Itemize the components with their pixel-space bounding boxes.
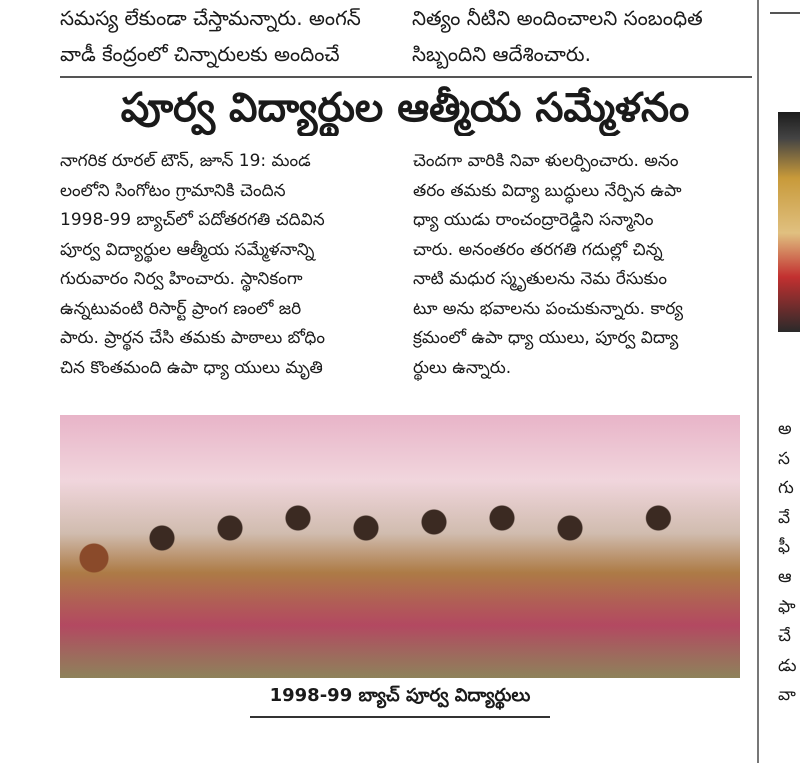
caption-underline [250, 716, 550, 718]
text-line: ఉన్నటువంటి రిసార్ట్ ప్రాంగ ణంలో జరి [60, 298, 302, 319]
article-headline: పూర్వ విద్యార్థుల ఆత్మీయ సమ్మేళనం [120, 85, 690, 131]
text-line: లంలోని సింగోటం గ్రామానికి చెందిన [60, 180, 286, 201]
text-line: డు [778, 655, 797, 676]
text-line: పూర్వ విద్యార్థుల ఆత్మీయ సమ్మేళనాన్ని [60, 239, 315, 260]
text-line: నిత్యం నీటిని అందించాలని సంబంధిత [412, 6, 703, 30]
text-line: టూ అను భవాలను పంచుకున్నారు. కార్య [413, 298, 684, 319]
text-line: ధ్యా యుడు రాంచంద్రారెడ్డిని సన్మానిం [413, 210, 654, 230]
previous-article-left-fragment [60, 0, 395, 72]
text-line: వాడీ కేంద్రంలో చిన్నారులకు అందించే [60, 42, 340, 66]
text-line: వే [778, 507, 791, 528]
text-line: గురువారం నిర్వ హించారు. స్థానికంగా [60, 269, 303, 289]
text-line: ఆ [778, 566, 792, 587]
photo-caption: 1998-99 బ్యాచ్ పూర్వ విద్యార్థులు [269, 685, 531, 706]
text-line: క్రమంలో ఉపా ధ్యా యులు, పూర్వ విద్యా [413, 328, 679, 348]
text-line: ర్థులు ఉన్నారు. [413, 357, 512, 378]
text-line: చెందగా వారికి నివా ళులర్పించారు. అనం [413, 151, 679, 171]
previous-article-right-fragment [412, 0, 742, 72]
section-divider [60, 76, 752, 78]
text-line: చే [778, 626, 791, 647]
text-line: చిన కొంతమంది ఉపా ధ్యా యులు మృతి [60, 357, 323, 378]
text-line: చారు. అనంతరం తరగతి గదుల్లో చిన్న [413, 239, 663, 260]
column-divider [757, 0, 759, 763]
photo-people-placeholder [60, 478, 740, 678]
text-line: ఫా [778, 596, 796, 617]
text-line: సిబ్బందిని ఆదేశించారు. [412, 42, 591, 66]
text-line: నాటి మధుర స్మృతులను నెమ రేసుకుం [413, 269, 668, 289]
text-line: పారు. ప్రార్థన చేసి తమకు పాఠాలు బోధిం [60, 328, 325, 348]
text-line: గు [778, 478, 794, 499]
text-line: 1998-99 బ్యాచ్‌లో పదోతరగతి చదివిన [60, 210, 325, 230]
side-article-photo [778, 112, 800, 332]
text-line: ఫీ [778, 537, 791, 558]
article-column-right [413, 147, 738, 383]
side-rule [770, 12, 800, 14]
text-line: అ [778, 419, 792, 439]
article-column-left [60, 147, 385, 383]
text-line: నాగరిక రూరల్ టౌన్, జూన్ 19: మండ [60, 151, 311, 171]
group-photo [60, 415, 740, 678]
text-line: తరం తమకు విద్యా బుద్ధులు నేర్పిన ఉపా [413, 180, 682, 201]
side-article-column [778, 415, 800, 711]
text-line: సమస్య లేకుండా చేస్తామన్నారు. అంగన్ [60, 6, 361, 30]
text-line: స [778, 448, 790, 469]
text-line: వా [778, 685, 796, 706]
